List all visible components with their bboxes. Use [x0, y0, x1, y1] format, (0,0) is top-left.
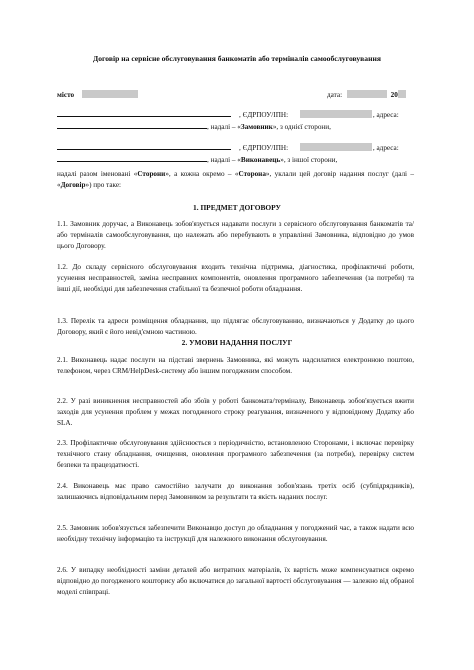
party1-role-post: », з однієї сторони,: [272, 123, 331, 131]
party1-line2: [57, 121, 331, 132]
party2-line2: [57, 154, 337, 165]
section-2-heading: 2. УМОВИ НАДАННЯ ПОСЛУГ: [181, 338, 293, 347]
clause-2-1: 2.1. Виконавець надає послуги на підставі звернень Замовника, які можуть надсилатися електронною поштою, телефоном, через CRM/HelpDesk-систему або іншим погодженим способом.: [57, 356, 414, 376]
intro-paragraph: [57, 169, 414, 191]
clause-2-2: 2.2. У разі виникнення несправностей або збоїв у роботі банкомата/терміналу, Виконавець зобов'язується вжити заходів для усунення проблем у межах погодженого строку реагування, визначеного у відповідному Додатку або SLA.: [57, 397, 414, 428]
clause-1-2: 1.2. До складу сервісного обслуговування входить технічна підтримка, діагностика, профілактичні роботи, усунення несправностей, заміна несправних компонентів, оновлення програмного забезпечення (за потреби) та інші дії, необхідні для забезпечення стабільної та безпечної роботи обладнання.: [57, 263, 414, 294]
date-field[interactable]: [347, 90, 387, 98]
clause-1-3: 1.3. Перелік та адреси розміщення обладнання, що підлягає обслуговуванню, визначаються у Додатку до цього Договору, який є його невід'ємною частиною.: [57, 317, 414, 337]
year-prefix: 20: [390, 91, 398, 99]
party2-address-field[interactable]: [57, 154, 207, 162]
clause-2-4: 2.4. Виконавець має право самостійно залучати до виконання зобов'язань третіх осіб (субпідрядників), залишаючись відповідальним перед Замовником за результати та якість наданих послуг.: [57, 482, 414, 502]
intro-term-parties: Сторони: [137, 170, 166, 178]
clause-2-3: 2.3. Профілактичне обслуговування здійснюється з періодичністю, встановленою Сторонами, і включає перевірку технічного стану обладнання, очищення, оновлення програмного забезпечення (за потреби), перевірку систем безпеки та працездатності.: [57, 439, 414, 470]
party2-role-pre: , надалі – «: [207, 156, 241, 164]
place-label: місто: [57, 91, 75, 99]
intro-text-4: ») про таке:: [85, 181, 122, 190]
place-field[interactable]: [82, 90, 138, 98]
party1-edrpou-label: , ЄДРПОУ/ІПН:: [239, 111, 289, 119]
party2-line1: [57, 142, 399, 153]
party1-address-field[interactable]: [57, 121, 207, 129]
party2-name-field[interactable]: [57, 142, 231, 150]
party1-role: Замовник: [240, 123, 273, 131]
party2-edrpou-field[interactable]: [300, 143, 372, 151]
party1-role-pre: , надалі – «: [207, 123, 241, 131]
clause-2-6: 2.6. У випадку необхідності заміни деталей або витратних матеріалів, їх вартість може компенсуватися окремо відповідно до погодженого кошторису або включатися до загальної вартості обслуговування — залежно від обраної моделі співпраці.: [57, 566, 414, 597]
party1-name-field[interactable]: [57, 109, 231, 117]
intro-text-3: », уклали цей договір надання послуг (далі – «: [57, 170, 414, 190]
place-line: [57, 90, 138, 100]
date-label: дата:: [327, 91, 343, 99]
party2-role: Виконавець: [240, 156, 281, 164]
party1-address-label: , адреса:: [372, 111, 399, 119]
date-line: [327, 90, 406, 100]
party2-role-post: », з іншої сторони,: [280, 156, 338, 164]
party2-edrpou-label: , ЄДРПОУ/ІПН:: [239, 144, 289, 152]
intro-term-contract: Договір: [60, 181, 86, 190]
year-field[interactable]: [398, 90, 406, 98]
party1-edrpou-field[interactable]: [300, 110, 372, 118]
party1-line1: [57, 109, 399, 120]
clause-1-1: 1.1. Замовник доручає, а Виконавець зобов'язується надавати послуги з сервісного обслуговування банкоматів та/або терміналів самообслуговування, що належать або перебувають в управлінні Замовника, відповідно до умов цього Договору.: [57, 220, 414, 251]
intro-text-1: надалі разом іменовані «: [57, 170, 138, 178]
intro-term-party: Сторона: [238, 170, 266, 178]
party2-address-label: , адреса:: [372, 144, 399, 152]
section-1-heading: 1. ПРЕДМЕТ ДОГОВОРУ: [193, 203, 281, 212]
intro-text-2: », а кожна окремо – «: [165, 170, 239, 178]
document-title: Договір на сервісне обслуговування банкоматів або терміналів самообслуговування: [93, 54, 381, 63]
clause-2-5: 2.5. Замовник зобов'язується забезпечити Виконавцю доступ до обладнання у погоджений час, а також надати всю необхідну технічну інформацію та інструкції для належного виконання обслуговування.: [57, 524, 414, 544]
